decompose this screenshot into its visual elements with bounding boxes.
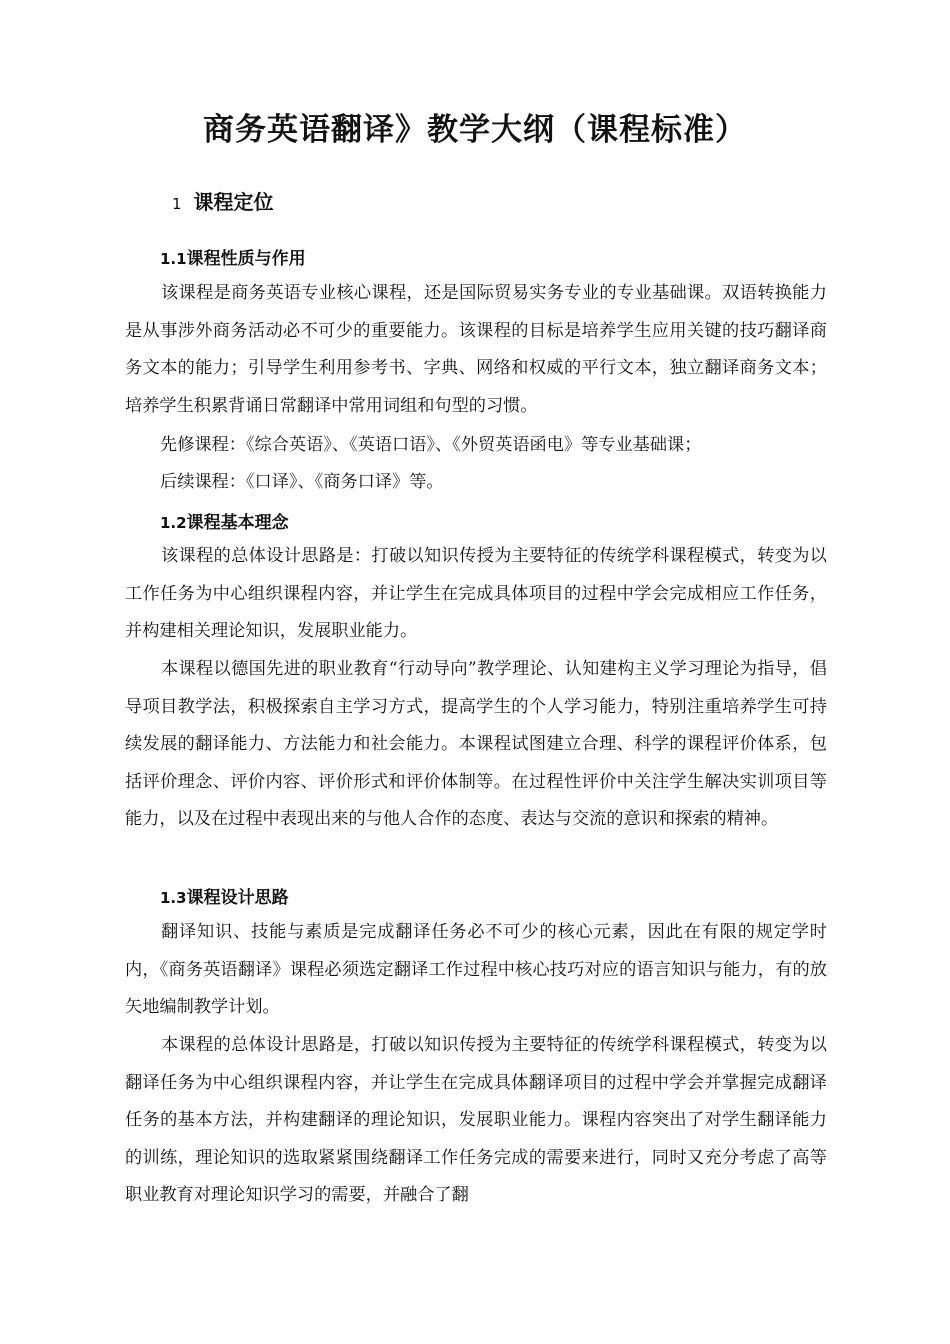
prerequisite-courses: 先修课程：《综合英语》、《英语口语》、《外贸英语函电》等专业基础课； (160, 435, 702, 455)
section-1-1-title: 课程性质与作用 (186, 249, 306, 269)
section-1-2-paragraph-2: 本课程以德国先进的职业教育“行动导向”教学理论、认知建构主义学习理论为指导，倡导项目教学法，积极探索自主学习方式，提高学生的个人学习能力，特别注重培养学生可持续发展的翻译能力、方法能力和社会能力。本课程试图建立合理、科学的课程评价体系，包括评价理念、评价内容、评价形式和评价体制等。在过程性评价中关注学生解决实训项目等能力，以及在过程中表现出来的与他人合作的态度、表达与交流的意识和探索的精神。 (125, 659, 827, 829)
section-1-3-number: 1.3 (160, 889, 187, 907)
section-1-1-paragraph-1: 该课程是商务英语专业核心课程，还是国际贸易实务专业的专业基础课。双语转换能力是从事涉外商务活动必不可少的重要能力。该课程的目标是培养学生应用关键的技巧翻译商务文本的能力；引导学生利用参考书、字典、网络和权威的平行文本，独立翻译商务文本；培养学生积累背诵日常翻译中常用词组和句型的习惯。 (125, 283, 827, 416)
section-1-2-heading (160, 508, 289, 533)
section-1-title: 课程定位 (193, 190, 274, 214)
section-1-1-number: 1.1 (160, 250, 187, 268)
section-1-3-heading (160, 883, 289, 908)
section-1-3-title: 课程设计思路 (186, 888, 289, 908)
section-1-3-paragraph-2: 本课程的总体设计思路是，打破以知识传授为主要特征的传统学科课程模式，转变为以翻译任务为中心组织课程内容，并让学生在完成具体翻译项目的过程中学会并掌握完成翻译任务的基本方法，并构建翻译的理论知识，发展职业能力。课程内容突出了对学生翻译能力的训练，理论知识的选取紧紧围绕翻译工作任务完成的需要来进行，同时又充分考虑了高等职业教育对理论知识学习的需要，并融合了翻 (125, 1035, 827, 1205)
section-1-1-heading (160, 244, 306, 269)
follow-up-courses: 后续课程：《口译》、《商务口译》等。 (160, 472, 444, 492)
section-1-heading (172, 186, 274, 215)
document-title: 商务英语翻译》教学大纲（课程标准） (203, 112, 747, 148)
section-1-2-number: 1.2 (160, 514, 187, 532)
section-1-2-paragraph-1: 该课程的总体设计思路是：打破以知识传授为主要特征的传统学科课程模式，转变为以工作任务为中心组织课程内容，并让学生在完成具体项目的过程中学会完成相应工作任务，并构建相关理论知识，发展职业能力。 (125, 546, 827, 641)
section-1-number: 1 (172, 195, 182, 213)
section-1-2-title: 课程基本理念 (186, 513, 289, 533)
section-1-3-paragraph-1: 翻译知识、技能与素质是完成翻译任务必不可少的核心元素，因此在有限的规定学时内，《商务英语翻译》课程必须选定翻译工作过程中核心技巧对应的语言知识与能力，有的放矢地编制教学计划。 (125, 922, 827, 1017)
